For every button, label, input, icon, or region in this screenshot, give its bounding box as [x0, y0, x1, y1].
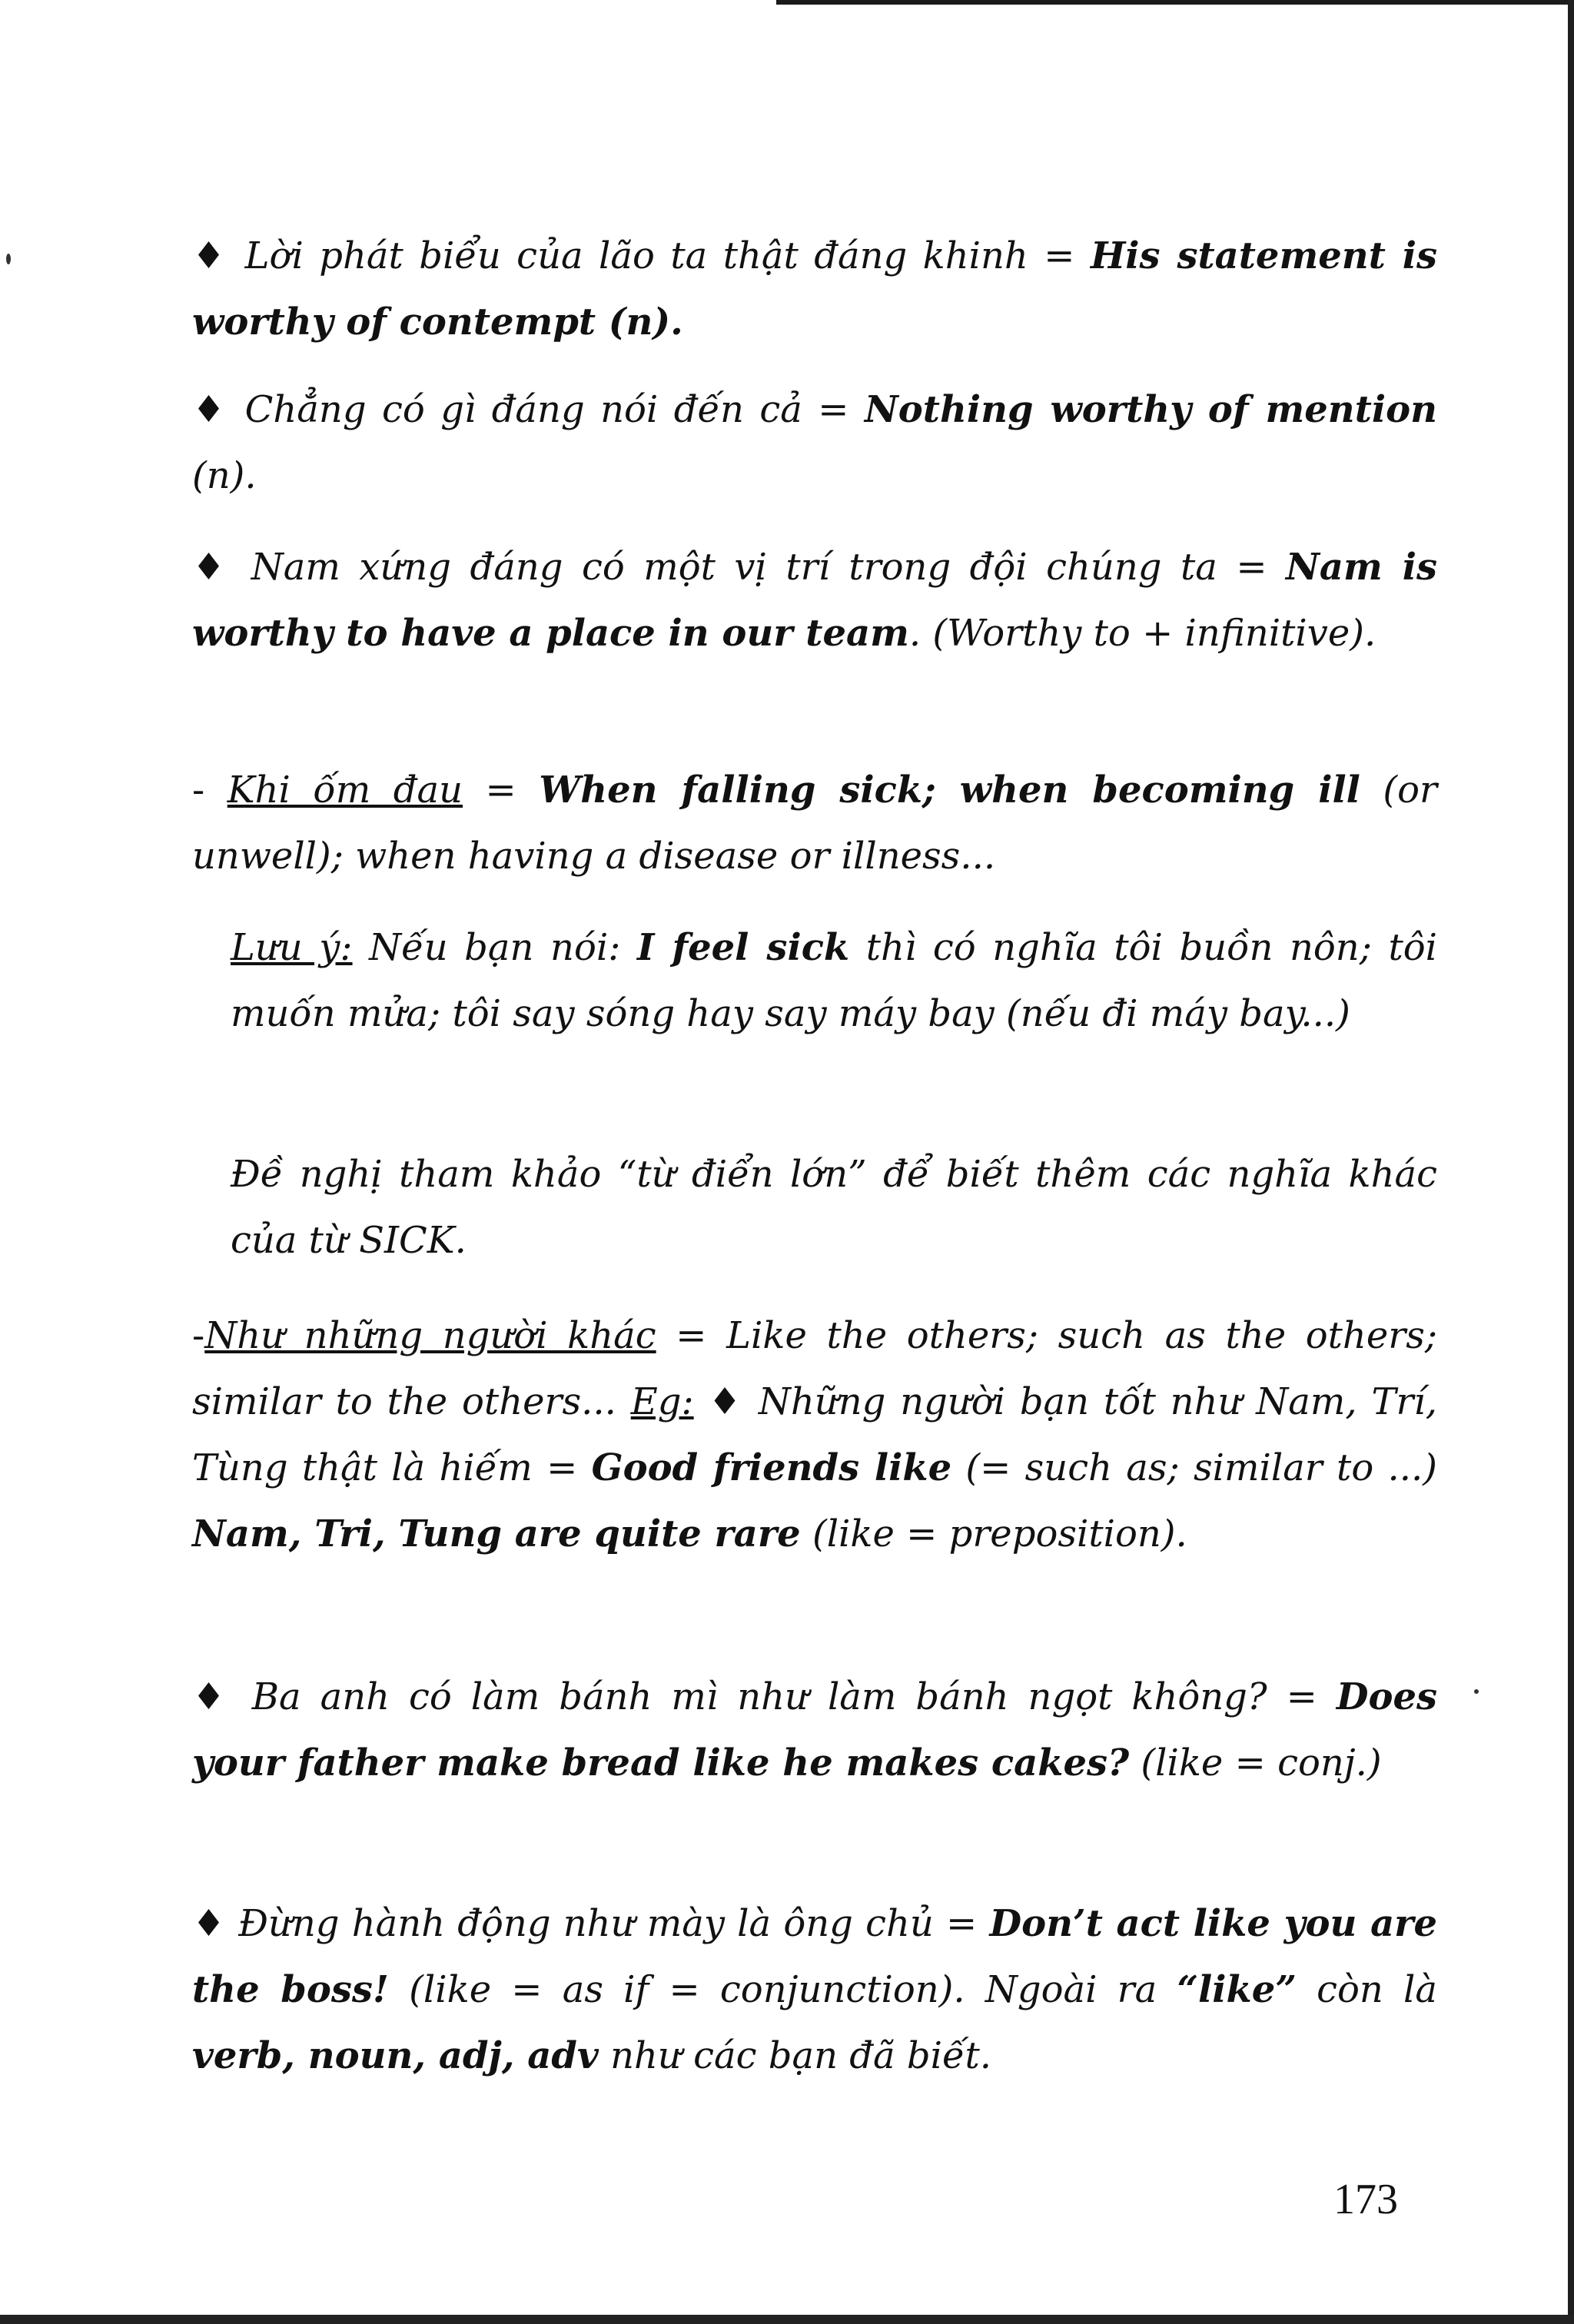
note-text: (like = as if = conjunction). Ngoài ra	[388, 1968, 1177, 2011]
note-text: (= such as; similar to ...)	[951, 1446, 1438, 1489]
diamond-bullet-icon: ♦	[192, 1675, 233, 1718]
english-translation: Does your father make bread like he makes cakes?	[192, 1675, 1438, 1784]
english-translation: His statement is worthy of contempt (n).	[192, 234, 1438, 344]
paragraph	[231, 915, 1437, 1047]
vietnamese-text: Chẳng có gì đáng nói đến cả =	[244, 388, 865, 431]
english-translation: Nam, Tri, Tung are quite rare	[192, 1512, 801, 1555]
entry-3	[192, 534, 1437, 666]
note-text: (like = conj.)	[1129, 1741, 1382, 1784]
entry-2	[192, 377, 1437, 509]
english-translation: Nam is worthy to have a place in our team	[192, 546, 1438, 655]
note-text: (like = preposition).	[800, 1512, 1187, 1555]
paragraph	[192, 534, 1437, 666]
paragraph	[192, 1303, 1437, 1567]
vietnamese-text: Nam xứng đáng có một vị trí trong đội chúng ta =	[251, 546, 1287, 589]
english-translation: Good friends like	[591, 1446, 952, 1489]
note-block-1	[231, 915, 1437, 1047]
paragraph	[192, 1664, 1437, 1796]
paragraph	[192, 1891, 1437, 2089]
scan-speck	[1474, 1689, 1479, 1694]
dash-marker: -	[192, 769, 205, 812]
english-translation: Don’t act like you are the boss!	[192, 1902, 1438, 2011]
note-label: Lưu ý:	[231, 926, 353, 969]
example-label: Eg:	[630, 1380, 694, 1423]
paragraph	[192, 377, 1437, 509]
diamond-bullet-icon: ♦	[192, 234, 230, 277]
entry-5	[192, 1303, 1437, 1567]
english-translation: Nothing worthy of mention	[864, 388, 1438, 431]
page-number: 173	[1333, 2176, 1398, 2223]
paragraph	[192, 757, 1437, 889]
bottom-border-line	[0, 2315, 1574, 2324]
scan-speck	[6, 254, 11, 264]
vietnamese-text: Lời phát biểu của lão ta thật đáng khinh =	[244, 234, 1091, 277]
right-border-line	[1568, 0, 1574, 2324]
note-text: thì có nghĩa tôi buồn nôn; tôi muốn mửa; tôi say sóng hay say máy bay (nếu đi máy bay...)	[231, 926, 1438, 1035]
note-text: = Like the others; such as the others; similar to the others...	[192, 1314, 1438, 1423]
note-text: Nếu bạn nói:	[352, 926, 637, 969]
english-translation: When falling sick; when becoming ill	[539, 769, 1360, 812]
top-border-line	[776, 0, 1574, 5]
diamond-bullet-icon: ♦	[192, 546, 233, 589]
entry-6	[192, 1664, 1437, 1796]
vietnamese-text: Đừng hành động như mày là ông chủ =	[238, 1902, 990, 1945]
diamond-bullet-icon: ♦	[192, 1902, 226, 1945]
equals-sign: =	[463, 769, 540, 812]
note-text: như các bạn đã biết.	[598, 2034, 992, 2077]
parts-of-speech: verb, noun, adj, adv	[192, 2034, 599, 2077]
note-text: . (Worthy to + infinitive).	[908, 612, 1376, 655]
note-text: còn là	[1296, 1968, 1437, 2011]
entry-4	[192, 757, 1437, 889]
vietnamese-term: Như những người khác	[204, 1314, 656, 1357]
entry-7	[192, 1891, 1437, 2089]
paragraph	[192, 223, 1437, 355]
english-phrase: I feel sick	[636, 926, 850, 969]
diamond-bullet-icon: ♦	[708, 1380, 745, 1423]
note-text: (n).	[192, 454, 257, 497]
quoted-word: “like”	[1177, 1968, 1297, 2011]
note-text: (or unwell); when having a disease or illness...	[192, 769, 1438, 878]
dash-marker: -	[192, 1314, 205, 1357]
note-block-2	[231, 1141, 1437, 1273]
vietnamese-text: Những người bạn tốt như Nam, Trí, Tùng thật là hiếm =	[192, 1380, 1438, 1489]
vietnamese-text: Ba anh có làm bánh mì như làm bánh ngọt không? =	[251, 1675, 1337, 1718]
paragraph: Đề nghị tham khảo “từ điển lớn” để biết thêm các nghĩa khác của từ SICK.	[231, 1153, 1437, 1262]
entry-1	[192, 223, 1437, 355]
diamond-bullet-icon: ♦	[192, 388, 230, 431]
vietnamese-term: Khi ốm đau	[227, 769, 463, 812]
